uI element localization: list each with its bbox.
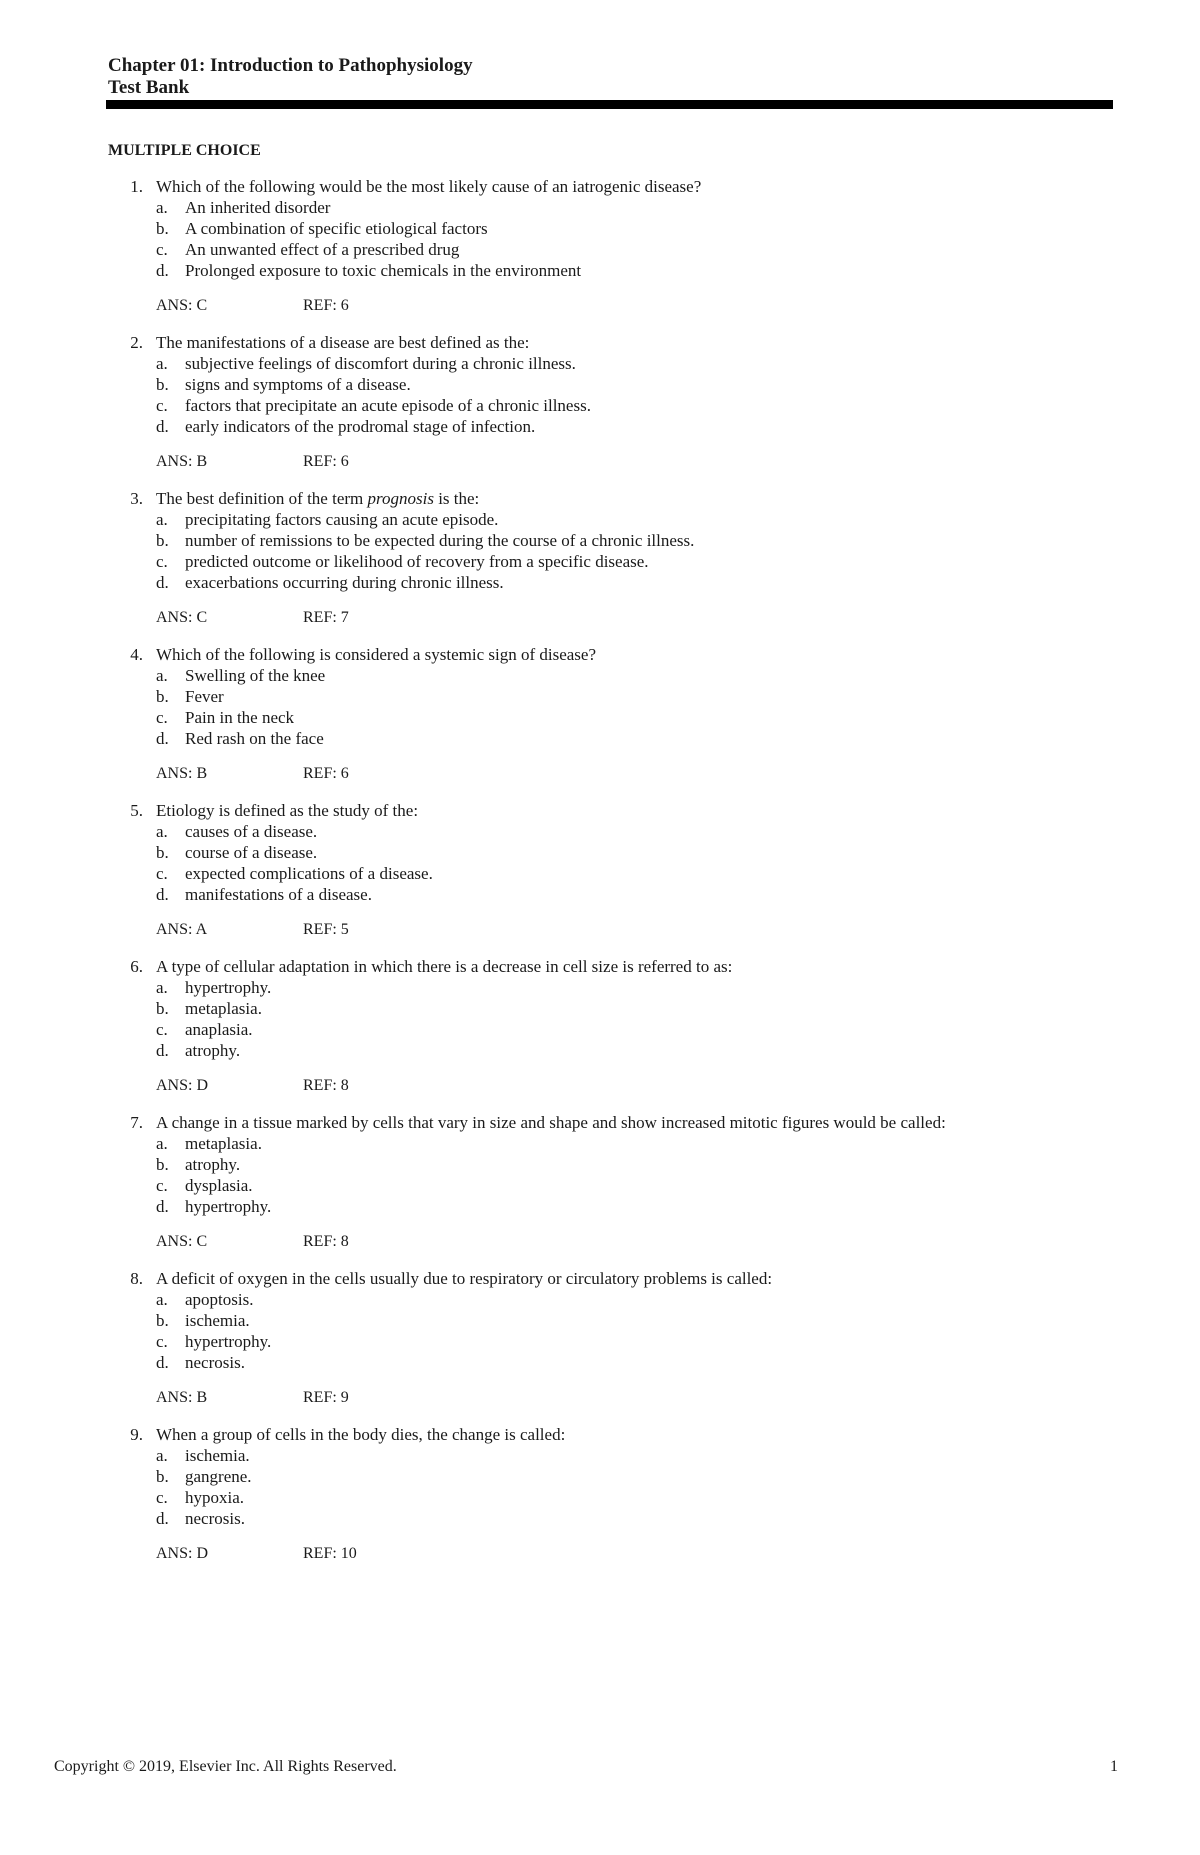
option-letter: a.	[156, 1290, 168, 1309]
question-stem	[0, 800, 1100, 821]
answer-key: ANS: C	[156, 609, 208, 626]
answer-line	[0, 451, 1100, 472]
option-text: course of a disease.	[185, 843, 318, 862]
option-text: anaplasia.	[185, 1020, 253, 1039]
option-letter: d.	[156, 261, 169, 280]
option-c	[0, 1331, 1100, 1352]
option-b	[0, 530, 1100, 551]
option-letter: a.	[156, 354, 168, 373]
answer-line	[0, 1543, 1100, 1564]
question-list	[0, 176, 1200, 1580]
option-a	[0, 977, 1100, 998]
question-number: 6.	[130, 957, 143, 976]
option-a	[0, 665, 1100, 686]
section-title: MULTIPLE CHOICE	[108, 142, 261, 159]
option-b	[0, 1310, 1100, 1331]
answer-line	[0, 919, 1100, 940]
option-letter: c.	[156, 1020, 168, 1039]
option-text: necrosis.	[185, 1509, 245, 1528]
option-text: apoptosis.	[185, 1290, 254, 1309]
question-4	[0, 644, 1200, 800]
answer-key: ANS: D	[156, 1545, 209, 1562]
option-letter: d.	[156, 1353, 169, 1372]
option-letter: b.	[156, 687, 169, 706]
page-reference: REF: 7	[303, 609, 349, 626]
option-letter: d.	[156, 1197, 169, 1216]
option-text: early indicators of the prodromal stage of infection.	[185, 417, 536, 436]
option-letter: b.	[156, 999, 169, 1018]
option-d	[0, 884, 1100, 905]
chapter-title: Chapter 01: Introduction to Pathophysiology	[108, 55, 473, 76]
option-d	[0, 728, 1100, 749]
option-c	[0, 863, 1100, 884]
page-reference: REF: 8	[303, 1077, 349, 1094]
answer-line	[0, 607, 1100, 628]
answer-key: ANS: A	[156, 921, 208, 938]
question-number: 9.	[130, 1425, 143, 1444]
option-d	[0, 1352, 1100, 1373]
option-letter: c.	[156, 552, 168, 571]
option-letter: a.	[156, 822, 168, 841]
answer-key: ANS: B	[156, 453, 208, 470]
option-d	[0, 416, 1100, 437]
page-reference: REF: 6	[303, 765, 349, 782]
question-number: 8.	[130, 1269, 143, 1288]
option-text: An unwanted effect of a prescribed drug	[185, 240, 460, 259]
option-letter: a.	[156, 666, 168, 685]
question-stem	[0, 176, 1100, 197]
option-c	[0, 1487, 1100, 1508]
question-text: A change in a tissue marked by cells that vary in size and shape and show increased mitotic figures would be called:	[156, 1113, 946, 1132]
option-text: atrophy.	[185, 1155, 241, 1174]
option-d	[0, 1196, 1100, 1217]
option-c	[0, 395, 1100, 416]
answer-key: ANS: C	[156, 1233, 208, 1250]
option-letter: b.	[156, 1311, 169, 1330]
option-text: causes of a disease.	[185, 822, 318, 841]
option-letter: b.	[156, 1467, 169, 1486]
option-c	[0, 1019, 1100, 1040]
question-stem	[0, 644, 1100, 665]
option-text: ischemia.	[185, 1446, 250, 1465]
question-stem	[0, 1424, 1100, 1445]
option-text: exacerbations occurring during chronic illness.	[185, 573, 504, 592]
header-rule	[106, 100, 1113, 109]
question-2	[0, 332, 1200, 488]
question-number: 4.	[130, 645, 143, 664]
option-d	[0, 1508, 1100, 1529]
option-c	[0, 239, 1100, 260]
option-text: predicted outcome or likelihood of recovery from a specific disease.	[185, 552, 649, 571]
option-letter: b.	[156, 375, 169, 394]
option-b	[0, 218, 1100, 239]
option-c	[0, 707, 1100, 728]
question-text-before: The best definition of the term	[156, 489, 368, 508]
question-text	[156, 488, 479, 509]
option-b	[0, 686, 1100, 707]
question-number: 3.	[130, 489, 143, 508]
option-b	[0, 1466, 1100, 1487]
option-text: gangrene.	[185, 1467, 252, 1486]
page-reference: REF: 10	[303, 1545, 357, 1562]
option-a	[0, 1133, 1100, 1154]
option-text: dysplasia.	[185, 1176, 253, 1195]
page-reference: REF: 5	[303, 921, 349, 938]
option-c	[0, 1175, 1100, 1196]
page-reference: REF: 9	[303, 1389, 349, 1406]
option-letter: c.	[156, 1176, 168, 1195]
option-letter: d.	[156, 573, 169, 592]
option-text: metaplasia.	[185, 1134, 262, 1153]
option-text: expected complications of a disease.	[185, 864, 433, 883]
question-5	[0, 800, 1200, 956]
answer-key: ANS: C	[156, 297, 208, 314]
question-stem	[0, 488, 1100, 509]
question-8	[0, 1268, 1200, 1424]
option-b	[0, 374, 1100, 395]
option-text: hypertrophy.	[185, 1197, 272, 1216]
copyright-notice: Copyright © 2019, Elsevier Inc. All Rights Reserved.	[54, 1758, 397, 1775]
option-text: Fever	[185, 687, 224, 706]
option-text: hypoxia.	[185, 1488, 245, 1507]
question-3	[0, 488, 1200, 644]
option-text: Pain in the neck	[185, 708, 295, 727]
question-text-after: is the:	[433, 489, 480, 508]
answer-key: ANS: B	[156, 765, 208, 782]
option-text: metaplasia.	[185, 999, 262, 1018]
question-text: A deficit of oxygen in the cells usually due to respiratory or circulatory problems is called:	[156, 1269, 773, 1288]
option-b	[0, 1154, 1100, 1175]
option-letter: b.	[156, 219, 169, 238]
option-letter: d.	[156, 417, 169, 436]
question-1	[0, 176, 1200, 332]
page-footer	[0, 1757, 1200, 1777]
answer-line	[0, 763, 1100, 784]
question-9	[0, 1424, 1200, 1580]
question-text: The manifestations of a disease are best defined as the:	[156, 333, 530, 352]
question-text: Which of the following is considered a systemic sign of disease?	[156, 645, 596, 664]
option-letter: a.	[156, 510, 168, 529]
option-letter: d.	[156, 1041, 169, 1060]
option-text: necrosis.	[185, 1353, 245, 1372]
option-text: A combination of specific etiological factors	[185, 219, 488, 238]
question-text: Which of the following would be the most likely cause of an iatrogenic disease?	[156, 177, 702, 196]
option-text: subjective feelings of discomfort during a chronic illness.	[185, 354, 576, 373]
option-text: signs and symptoms of a disease.	[185, 375, 411, 394]
question-number: 1.	[130, 177, 143, 196]
option-text: number of remissions to be expected during the course of a chronic illness.	[185, 531, 695, 550]
question-text: Etiology is defined as the study of the:	[156, 801, 419, 820]
answer-line	[0, 1075, 1100, 1096]
question-stem	[0, 1268, 1100, 1289]
question-number: 5.	[130, 801, 143, 820]
question-number: 7.	[130, 1113, 143, 1132]
option-letter: c.	[156, 1332, 168, 1351]
question-text: When a group of cells in the body dies, the change is called:	[156, 1425, 566, 1444]
option-a	[0, 197, 1100, 218]
option-letter: c.	[156, 1488, 168, 1507]
option-letter: a.	[156, 1134, 168, 1153]
option-d	[0, 572, 1100, 593]
question-text: A type of cellular adaptation in which there is a decrease in cell size is referred to as:	[156, 957, 733, 976]
option-a	[0, 509, 1100, 530]
answer-line	[0, 295, 1100, 316]
option-letter: c.	[156, 708, 168, 727]
option-letter: c.	[156, 240, 168, 259]
option-text: hypertrophy.	[185, 978, 272, 997]
option-b	[0, 998, 1100, 1019]
answer-key: ANS: B	[156, 1389, 208, 1406]
test-bank-label: Test Bank	[108, 77, 190, 98]
question-7	[0, 1112, 1200, 1268]
option-b	[0, 842, 1100, 863]
page-header	[108, 55, 473, 99]
option-d	[0, 1040, 1100, 1061]
page-reference: REF: 6	[303, 453, 349, 470]
option-a	[0, 1289, 1100, 1310]
question-stem	[0, 956, 1100, 977]
option-letter: a.	[156, 198, 168, 217]
option-letter: b.	[156, 1155, 169, 1174]
option-letter: c.	[156, 396, 168, 415]
option-text: An inherited disorder	[185, 198, 331, 217]
option-letter: a.	[156, 978, 168, 997]
question-6	[0, 956, 1200, 1112]
answer-line	[0, 1387, 1100, 1408]
option-text: ischemia.	[185, 1311, 250, 1330]
option-text: atrophy.	[185, 1041, 241, 1060]
option-text: hypertrophy.	[185, 1332, 272, 1351]
option-letter: c.	[156, 864, 168, 883]
option-text: Red rash on the face	[185, 729, 324, 748]
option-c	[0, 551, 1100, 572]
option-letter: d.	[156, 729, 169, 748]
option-text: precipitating factors causing an acute episode.	[185, 510, 499, 529]
option-text: Swelling of the knee	[185, 666, 326, 685]
option-text: manifestations of a disease.	[185, 885, 372, 904]
question-stem	[0, 332, 1100, 353]
page-reference: REF: 8	[303, 1233, 349, 1250]
page-number: 1	[1110, 1758, 1118, 1775]
page-reference: REF: 6	[303, 297, 349, 314]
option-text: factors that precipitate an acute episode of a chronic illness.	[185, 396, 591, 415]
option-letter: d.	[156, 885, 169, 904]
option-a	[0, 821, 1100, 842]
option-letter: b.	[156, 843, 169, 862]
option-letter: d.	[156, 1509, 169, 1528]
question-stem	[0, 1112, 1100, 1133]
italic-term: prognosis	[367, 489, 434, 508]
option-letter: b.	[156, 531, 169, 550]
answer-line	[0, 1231, 1100, 1252]
option-a	[0, 1445, 1100, 1466]
answer-key: ANS: D	[156, 1077, 209, 1094]
question-number: 2.	[130, 333, 143, 352]
option-d	[0, 260, 1100, 281]
option-text: Prolonged exposure to toxic chemicals in the environment	[185, 261, 582, 280]
option-letter: a.	[156, 1446, 168, 1465]
option-a	[0, 353, 1100, 374]
